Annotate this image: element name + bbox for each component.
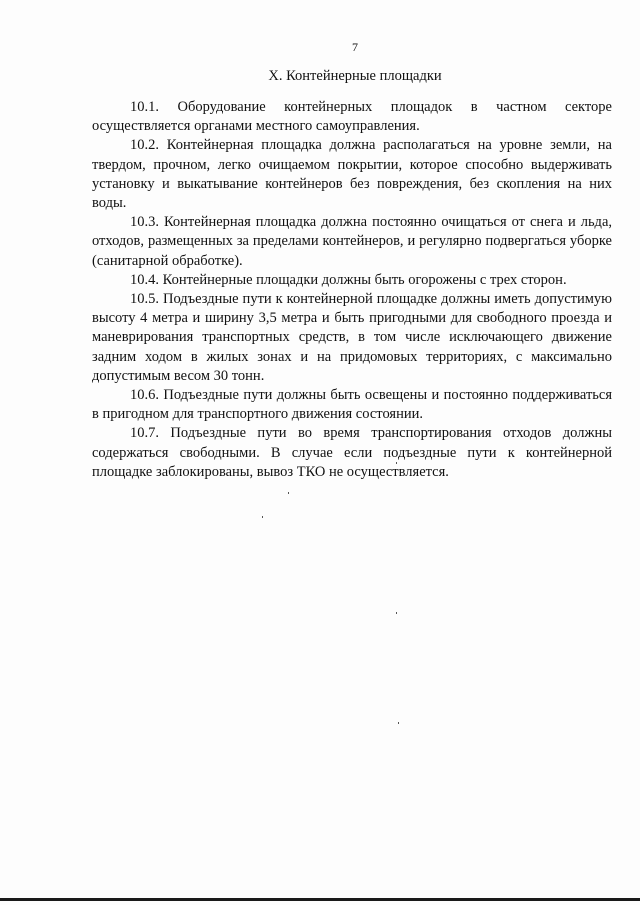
- scan-speck: [396, 462, 397, 464]
- paragraph-10-4: 10.4. Контейнерные площадки должны быть огорожены с трех сторон.: [130, 271, 567, 288]
- paragraph-10-2: 10.2. Контейнерная площадка должна располагаться на уровне земли, на твердом, прочном, легко очищаемом покрытии, которое способно выдерживать установку и выкатывание контейнеров без повреждения, без скопления на них воды.: [92, 137, 612, 212]
- document-body: [92, 98, 612, 482]
- scan-speck: [262, 516, 263, 518]
- scan-bottom-edge: [0, 898, 640, 901]
- page-number: 7: [352, 40, 358, 54]
- scan-speck: [288, 492, 289, 494]
- scan-speck: [398, 722, 399, 724]
- paragraph-10-5: 10.5. Подъездные пути к контейнерной площадке должны иметь допустимую высоту 4 метра и ширину 3,5 метра и быть пригодными для свободного проезда и маневрирования транспортных средств, в том числе исключающего движение задним ходом в жилых зонах и на придомовых территориях, с максимально допустимым весом 30 тонн.: [92, 291, 612, 384]
- paragraph-10-1: 10.1. Оборудование контейнерных площадок в частном секторе осуществляется органами местного самоуправления.: [92, 99, 612, 135]
- paragraph-10-7: 10.7. Подъездные пути во время транспортирования отходов должны содержаться свободными. В случае если подъездные пути к контейнерной площадке заблокированы, вывоз ТКО не осуществляется.: [92, 425, 612, 480]
- paragraph-10-6: 10.6. Подъездные пути должны быть освещены и постоянно поддерживаться в пригодном для транспортного движения состоянии.: [92, 387, 612, 423]
- section-title: X. Контейнерные площадки: [268, 68, 442, 84]
- scan-speck: [396, 612, 397, 614]
- paragraph-10-3: 10.3. Контейнерная площадка должна постоянно очищаться от снега и льда, отходов, размещенных за пределами контейнеров, и регулярно подвергаться уборке (санитарной обработке).: [92, 214, 612, 269]
